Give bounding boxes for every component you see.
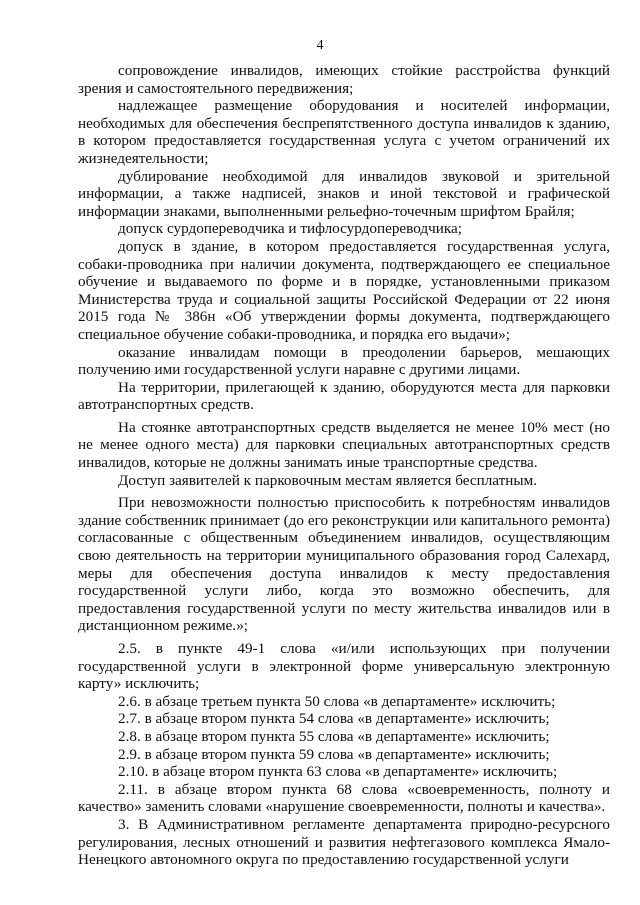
paragraph-parking-quota: На стоянке автотранспортных средств выделяется не менее 10% мест (но не менее одного места) для парковки специальных автотранспортных средств инвалидов, которые не должны занимать иные транспортные средства. (78, 418, 610, 472)
amendment-2-10: 2.10. в абзаце втором пункта 63 слова «в департаменте» исключить; (118, 763, 558, 781)
amendment-2-5: 2.5. в пункте 49-1 слова «и/или использующих при получении государственной услуги в электронной форме универсальную электронную карту» исключить; (78, 640, 610, 693)
paragraph-vision-support: сопровождение инвалидов, имеющих стойкие расстройства функций зрения и самостоятельного передвижения; (78, 62, 610, 97)
paragraph-owner-measures: При невозможности полностью приспособить к потребностям инвалидов здание собственник принимает (до его реконструкции или капитального ремонта) согласованные с общественным объединением инвалидов, осуществляющим свою деятельность на территории муниципального образования город Салехард, меры для обеспечения доступа инвалидов к месту предоставления государственной услуги либо, когда это возможно обеспечить, для предоставления государственной услуги по месту жительства инвалидов или в дистанционном режиме.»; (78, 494, 610, 635)
paragraph-equipment-placement: надлежащее размещение оборудования и носителей информации, необходимых для обеспечения беспрепятственного доступа инвалидов к зданию, в котором предоставляется государственная услуга с учетом ограничений их жизнедеятельности; (78, 97, 610, 167)
paragraph-guide-dog: допуск в здание, в котором предоставляется государственная услуга, собаки-проводника при наличии документа, подтверждающего ее специальное обучение и выдаваемого по форме и в порядке, установленными приказом Министерства труда и социальной защиты Российской Федерации от 22 июня 2015 года № 386н «Об утверждении формы документа, подтверждающего специальное обучение собаки-проводника, и порядка его выдачи»; (78, 237, 610, 343)
page-number: 4 (316, 38, 324, 53)
paragraph-parking-territory: На территории, прилегающей к зданию, оборудуются места для парковки автотранспортных средств. (78, 378, 610, 414)
amendment-2-7: 2.7. в абзаце втором пункта 54 слова «в департаменте» исключить; (118, 710, 550, 728)
amendment-2-9: 2.9. в абзаце втором пункта 59 слова «в департаменте» исключить; (118, 745, 550, 763)
document-body (78, 62, 610, 869)
paragraph-barrier-assistance: оказание инвалидам помощи в преодолении барьеров, мешающих получению ими государственной услуги наравне с другими лицами. (78, 343, 610, 379)
amendment-2-6: 2.6. в абзаце третьем пункта 50 слова «в департаменте» исключить; (118, 692, 556, 710)
paragraph-braille-duplication: дублирование необходимой для инвалидов звуковой и зрительной информации, а также надписей, знаков и иной текстовой и графической информации знаками, выполненными рельефно-точечным шрифтом Брайля; (78, 167, 610, 220)
paragraph-parking-free: Доступ заявителей к парковочным местам является бесплатным. (118, 471, 538, 489)
paragraph-sign-interpreter: допуск сурдопереводчика и тифлосурдопереводчика; (118, 220, 462, 238)
section-3-regulation: 3. В Административном регламенте департамента природно-ресурсного регулирования, лесных отношений и развития нефтегазового комплекса Ямало-Ненецкого автономного округа по предоставлению государственной услуги (78, 815, 610, 869)
amendment-2-11: 2.11. в абзаце втором пункта 68 слова «своевременность, полноту и качество» заменить словами «нарушение своевременности, полноты и качества». (78, 780, 610, 816)
amendment-2-8: 2.8. в абзаце втором пункта 55 слова «в департаменте» исключить; (118, 727, 550, 745)
